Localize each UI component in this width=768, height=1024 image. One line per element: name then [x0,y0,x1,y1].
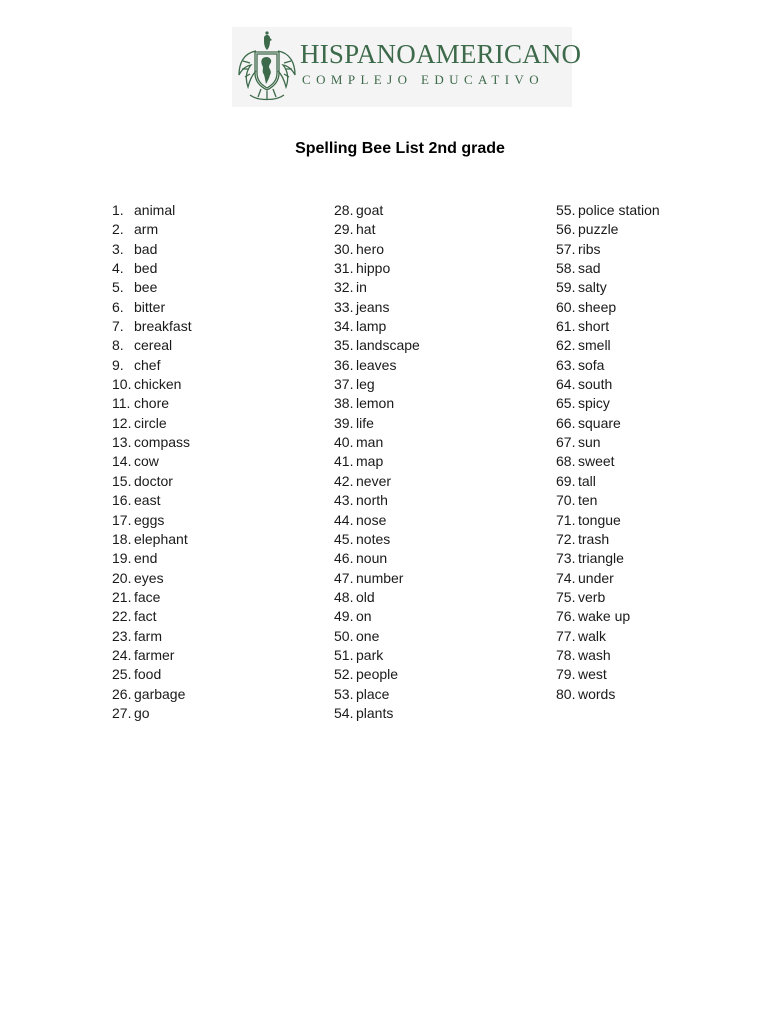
list-item [556,452,660,471]
item-number: 68. [556,453,576,470]
item-number: 22. [112,608,132,625]
item-word: eggs [134,511,165,528]
item-number: 62. [556,337,576,354]
item-word: chef [134,356,161,373]
item-word: one [356,627,380,644]
item-word: walk [578,627,607,644]
item-number: 29. [334,221,354,238]
list-item [334,627,420,646]
item-word: verb [578,588,606,605]
item-number: 12. [112,414,132,431]
list-item [112,452,192,471]
list-item [556,317,660,336]
list-item [112,240,192,259]
item-word: compass [134,434,191,451]
item-word: go [134,704,150,721]
item-word: in [356,279,367,296]
list-item [334,240,420,259]
list-item [334,665,420,684]
eagle-crest-icon [236,29,298,105]
list-item [112,278,192,297]
item-number: 38. [334,395,354,412]
item-word: end [134,550,158,567]
item-number: 4. [112,260,124,277]
list-item [556,588,660,607]
item-number: 76. [556,608,576,625]
list-item [334,375,420,394]
list-item [556,685,660,704]
list-item [556,414,660,433]
list-item [334,220,420,239]
item-number: 24. [112,646,132,663]
item-number: 58. [556,260,576,277]
item-number: 11. [112,395,131,412]
list-item [556,356,660,375]
item-word: hat [356,221,376,238]
list-item [556,433,660,452]
item-number: 65. [556,395,576,412]
item-word: landscape [356,337,420,354]
list-item [334,646,420,665]
list-item [112,685,192,704]
list-item [334,588,420,607]
list-item [112,530,192,549]
list-item [556,394,660,413]
list-item [334,298,420,317]
list-item [112,220,192,239]
logo-subtitle: COMPLEJO EDUCATIVO [302,72,545,87]
item-word: salty [578,279,607,296]
item-number: 48. [334,588,354,605]
school-logo [232,27,582,107]
list-item [556,259,660,278]
page-title: Spelling Bee List 2nd grade [295,140,505,157]
item-word: bad [134,240,158,257]
list-item [112,627,192,646]
item-word: plants [356,704,394,721]
list-item [112,414,192,433]
item-word: sad [578,260,601,277]
list-item [556,491,660,510]
item-word: nose [356,511,387,528]
item-word: puzzle [578,221,619,238]
item-word: cow [134,453,159,470]
item-word: east [134,492,161,509]
list-item [334,278,420,297]
item-word: old [356,588,375,605]
item-number: 67. [556,434,576,451]
item-word: people [356,666,399,683]
item-number: 44. [334,511,354,528]
item-word: noun [356,550,388,567]
list-item [334,259,420,278]
item-number: 59. [556,279,576,296]
item-number: 45. [334,530,354,547]
list-item [112,549,192,568]
item-word: leaves [356,356,397,373]
item-word: north [356,492,388,509]
item-number: 7. [112,318,124,335]
item-word: place [356,685,390,702]
item-number: 79. [556,666,576,683]
list-item [556,375,660,394]
item-number: 66. [556,414,576,431]
list-item [112,588,192,607]
list-item [334,433,420,452]
list-item [334,452,420,471]
item-number: 34. [334,318,354,335]
list-item [334,530,420,549]
item-word: bitter [134,298,166,315]
item-word: chicken [134,376,182,393]
list-item [112,433,192,452]
item-word: tall [578,472,596,489]
item-word: south [578,376,613,393]
list-item [334,472,420,491]
item-word: ten [578,492,598,509]
item-number: 23. [112,627,132,644]
item-number: 35. [334,337,354,354]
item-number: 64. [556,376,576,393]
item-number: 16. [112,492,132,509]
list-item [112,259,192,278]
item-word: fact [134,608,157,625]
item-word: face [134,588,161,605]
item-word: wash [578,646,611,663]
list-item [334,549,420,568]
list-item [112,201,192,220]
item-word: life [356,414,374,431]
item-word: jeans [356,298,390,315]
item-number: 77. [556,627,576,644]
item-word: bed [134,260,158,277]
item-word: map [356,453,384,470]
word-column-3 [556,201,660,704]
item-number: 25. [112,666,132,683]
item-number: 9. [112,356,124,373]
item-word: notes [356,530,391,547]
list-item [112,336,192,355]
item-word: ribs [578,240,601,257]
list-item [334,317,420,336]
item-number: 21. [112,588,132,605]
item-number: 13. [112,434,132,451]
item-number: 30. [334,240,354,257]
item-number: 32. [334,279,354,296]
list-item [112,491,192,510]
list-item [556,201,660,220]
list-item [112,569,192,588]
item-number: 27. [112,704,132,721]
item-number: 69. [556,472,576,489]
list-item [556,569,660,588]
item-number: 60. [556,298,576,315]
item-number: 36. [334,356,354,373]
item-number: 14. [112,453,132,470]
list-item [556,336,660,355]
item-number: 47. [334,569,354,586]
item-number: 61. [556,318,576,335]
list-item [112,298,192,317]
item-number: 57. [556,240,576,257]
item-word: sweet [578,453,615,470]
item-number: 10. [112,376,132,393]
item-number: 2. [112,221,124,238]
item-word: triangle [578,550,624,567]
item-number: 55. [556,202,576,218]
list-item [556,278,660,297]
item-number: 15. [112,472,132,489]
list-item [556,627,660,646]
item-number: 63. [556,356,576,373]
list-item [112,375,192,394]
item-number: 74. [556,569,576,586]
list-item [556,298,660,317]
item-number: 3. [112,240,124,257]
item-word: smell [578,337,611,354]
item-word: spicy [578,395,610,412]
list-item [334,491,420,510]
item-word: sun [578,434,601,451]
item-word: wake up [578,608,631,625]
word-column-2 [334,201,420,723]
item-word: animal [134,202,176,218]
item-number: 5. [112,279,124,296]
item-word: square [578,414,621,431]
item-number: 56. [556,221,576,238]
logo-name: HISPANOAMERICANO [300,39,582,69]
item-number: 78. [556,646,576,663]
item-word: never [356,472,392,489]
list-item [334,356,420,375]
list-item [556,472,660,491]
item-number: 40. [334,434,354,451]
item-word: park [356,646,384,663]
item-number: 53. [334,685,354,702]
list-item [112,704,192,723]
item-word: elephant [134,530,188,547]
item-number: 72. [556,530,576,547]
item-number: 50. [334,627,354,644]
list-item [112,511,192,530]
item-word: cereal [134,337,173,354]
item-word: arm [134,221,159,238]
list-item [112,394,192,413]
item-number: 8. [112,337,124,354]
list-item [112,665,192,684]
item-word: police station [578,202,660,218]
item-number: 33. [334,298,354,315]
item-number: 75. [556,588,576,605]
item-word: garbage [134,685,186,702]
item-number: 20. [112,569,132,586]
item-number: 43. [334,492,354,509]
item-word: under [578,569,614,586]
item-word: man [356,434,384,451]
item-word: circle [134,414,167,431]
item-word: words [578,685,616,702]
item-word: breakfast [134,318,192,335]
item-word: on [356,608,372,625]
list-item [112,607,192,626]
item-word: bee [134,279,158,296]
list-item [556,646,660,665]
item-word: doctor [134,472,173,489]
item-number: 54. [334,704,354,721]
list-item [556,240,660,259]
list-item [112,472,192,491]
word-column-1 [112,201,192,723]
list-item [334,607,420,626]
item-number: 70. [556,492,576,509]
list-item [334,704,420,723]
item-word: sheep [578,298,617,315]
item-word: leg [356,376,375,393]
item-number: 80. [556,685,576,702]
item-number: 41. [334,453,354,470]
item-number: 1. [112,202,124,218]
item-number: 26. [112,685,132,702]
item-number: 73. [556,550,576,567]
list-item [334,569,420,588]
item-number: 19. [112,550,132,567]
item-word: lemon [356,395,395,412]
list-item [556,511,660,530]
item-number: 51. [334,646,354,663]
list-item [556,665,660,684]
list-item [556,549,660,568]
list-item [334,201,420,220]
item-word: number [356,569,404,586]
item-number: 52. [334,666,354,683]
list-item [112,356,192,375]
item-number: 42. [334,472,354,489]
item-word: sofa [578,356,605,373]
list-item [556,220,660,239]
item-word: tongue [578,511,621,528]
list-item [112,317,192,336]
item-number: 46. [334,550,354,567]
item-number: 49. [334,608,354,625]
list-item [556,607,660,626]
list-item [334,336,420,355]
item-word: goat [356,202,384,218]
list-item [334,685,420,704]
item-word: hippo [356,260,391,277]
item-number: 18. [112,530,132,547]
item-number: 6. [112,298,124,315]
list-item [334,414,420,433]
list-item [334,511,420,530]
item-number: 17. [112,511,132,528]
item-word: lamp [356,318,387,335]
item-number: 37. [334,376,354,393]
item-word: trash [578,530,610,547]
list-item [112,646,192,665]
item-number: 39. [334,414,354,431]
item-word: eyes [134,569,164,586]
item-number: 71. [556,511,576,528]
item-word: chore [134,395,170,412]
item-number: 31. [334,260,354,277]
item-word: short [578,318,610,335]
item-word: farmer [134,646,175,663]
item-word: west [578,666,607,683]
item-word: food [134,666,162,683]
list-item [334,394,420,413]
item-word: farm [134,627,162,644]
item-word: hero [356,240,385,257]
item-number: 28. [334,202,354,218]
list-item [556,530,660,549]
